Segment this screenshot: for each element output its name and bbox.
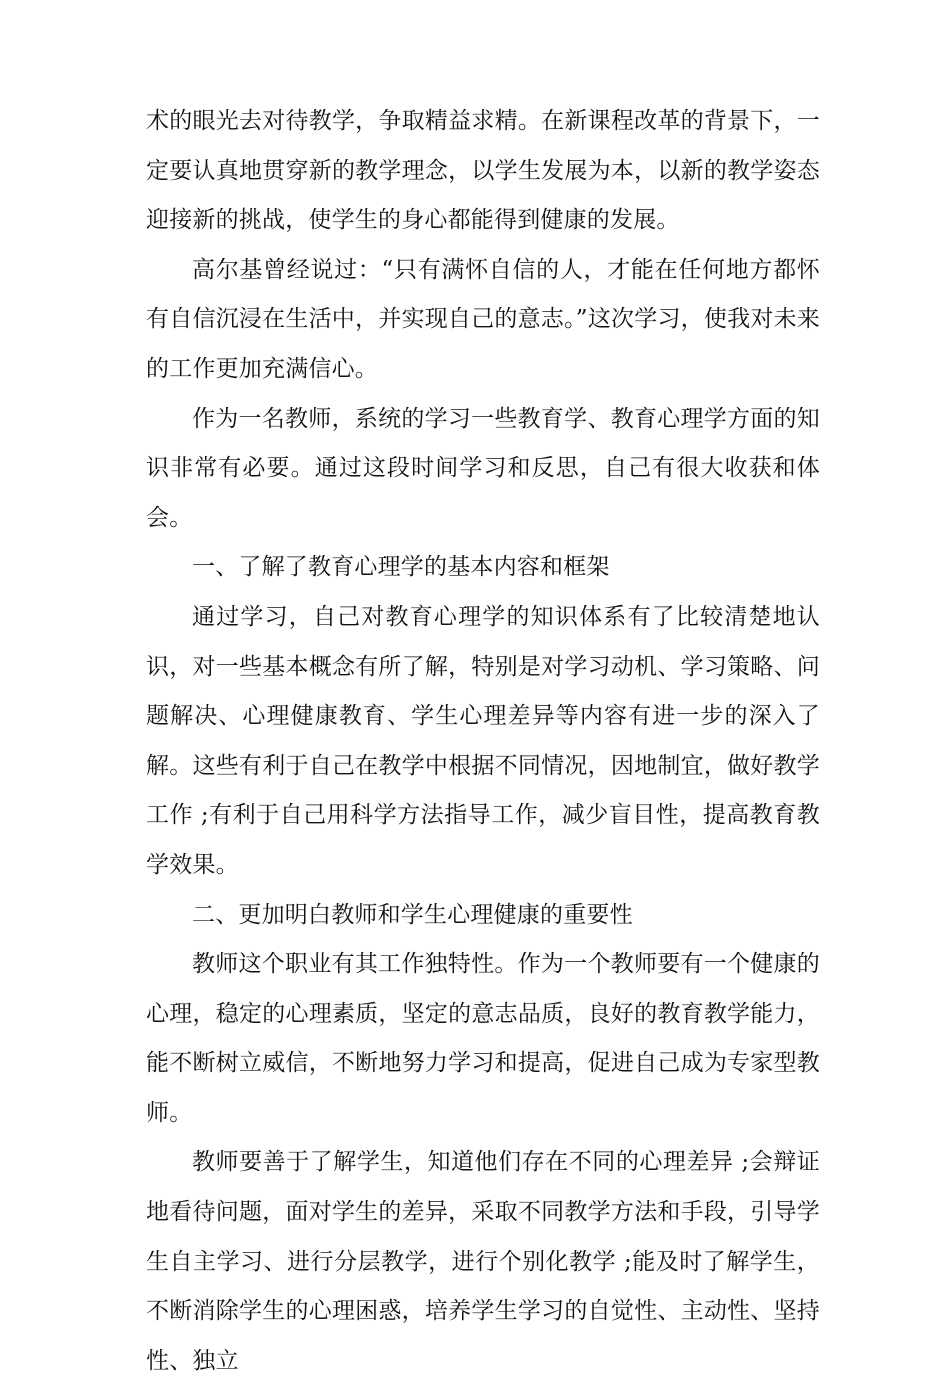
paragraph-section-1: 通过学习，自己对教育心理学的知识体系有了比较清楚地认识，对一些基本概念有所了解，特别是对学习动机、学习策略、问题解决、心理健康教育、学生心理差异等内容有进一步的深入了解。这些有利于自己在教学中根据不同情况，因地制宜，做好教学工作 ;有利于自己用科学方法指导工作，减少盲目性，提高教育教学效果。 (146, 603, 820, 878)
section-heading-2: 二、更加明白教师和学生心理健康的重要性 (192, 901, 633, 928)
paragraph-understanding-students: 教师要善于了解学生，知道他们存在不同的心理差异 ;会辩证地看待问题，面对学生的差异，采取不同教学方法和手段，引导学生自主学习、进行分层教学，进行个别化教学 ;能及时了解学生，不断消除学生的心理困惑，培养学生学习的自觉性、主动性、坚持性、独立 (146, 1149, 820, 1374)
paragraph-continuation: 术的眼光去对待教学，争取精益求精。在新课程改革的背景下，一定要认真地贯穿新的教学理念，以学生发展为本，以新的教学姿态迎接新的挑战，使学生的身心都能得到健康的发展。 (146, 108, 820, 234)
paragraph-intro: 作为一名教师，系统的学习一些教育学、教育心理学方面的知识非常有必要。通过这段时间学习和反思，自己有很大收获和体会。 (146, 405, 820, 531)
section-heading-1: 一、了解了教育心理学的基本内容和框架 (192, 554, 610, 581)
document-body (146, 97, 820, 1386)
paragraph-teacher-profession: 教师这个职业有其工作独特性。作为一个教师要有一个健康的心理，稳定的心理素质，坚定的意志品质，良好的教育教学能力，能不断树立威信，不断地努力学习和提高，促进自己成为专家型教师。 (146, 951, 820, 1126)
paragraph-gorky-quote: 高尔基曾经说过：“只有满怀自信的人，才能在任何地方都怀有自信沉浸在生活中，并实现自己的意志。”这次学习，使我对未来的工作更加充满信心。 (146, 256, 820, 382)
